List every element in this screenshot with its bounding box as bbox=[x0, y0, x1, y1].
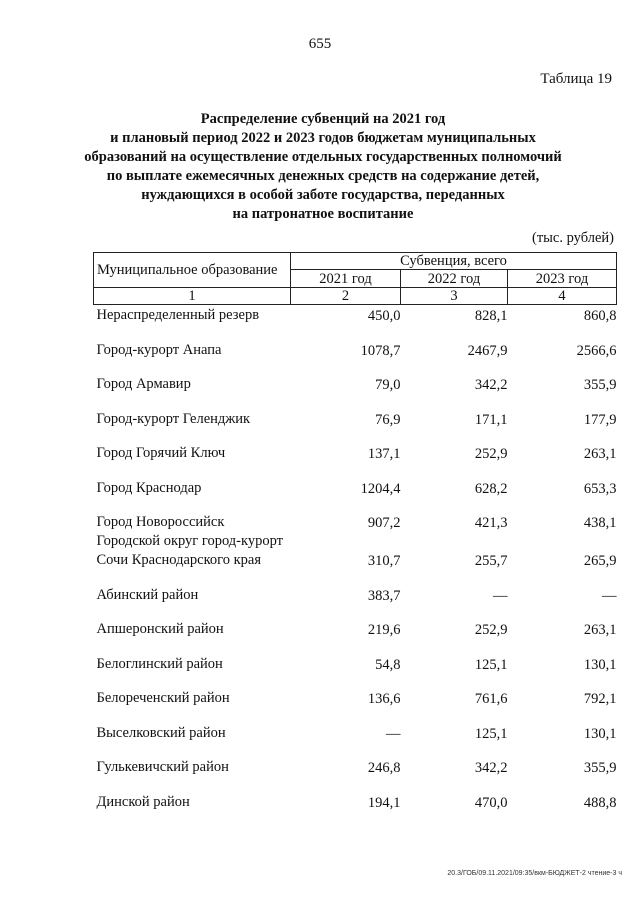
header-municipality: Муниципальное образование bbox=[94, 253, 291, 288]
table-row bbox=[94, 394, 617, 429]
municipality-name: Город-курорт Геленджик bbox=[96, 410, 251, 427]
table-body bbox=[94, 305, 617, 812]
value-2021-cell: 450,0 bbox=[367, 308, 401, 324]
table-row bbox=[94, 429, 617, 464]
municipality-cell bbox=[94, 429, 291, 464]
header-year: 2022 год bbox=[401, 270, 508, 288]
title-line: Распределение субвенций на 2021 год bbox=[200, 111, 446, 127]
municipality-cell bbox=[94, 570, 291, 605]
document-title bbox=[60, 110, 586, 224]
title-line: образований на осуществление отдельных государственных полномочий bbox=[84, 149, 562, 165]
municipality-name: Город Армавир bbox=[96, 376, 191, 392]
municipality-cell bbox=[94, 532, 291, 570]
municipality-name: Белореченский район bbox=[96, 690, 230, 706]
table-row bbox=[94, 325, 617, 360]
footer-code: 20.3/ГОБ/09.11.2021/09:35/вкм-БЮДЖЕТ-2 чтение-3 ч bbox=[447, 870, 622, 877]
value-2023-cell: 355,9 bbox=[583, 760, 617, 776]
value-2023-cell: 130,1 bbox=[583, 656, 617, 673]
value-2021-cell: 310,7 bbox=[367, 553, 401, 569]
municipality-cell bbox=[94, 498, 291, 533]
value-2022-cell: 125,1 bbox=[474, 656, 508, 673]
value-2022-cell: 342,2 bbox=[474, 760, 508, 776]
value-2022-cell: 761,6 bbox=[474, 691, 508, 707]
units-label: (тыс. рублей) bbox=[532, 230, 614, 246]
value-2023-cell: 792,1 bbox=[583, 691, 617, 707]
municipality-name: Апшеронский район bbox=[96, 621, 224, 637]
header-column-number: 4 bbox=[508, 288, 617, 305]
value-2021-cell: 383,7 bbox=[367, 587, 401, 604]
municipality-name: Выселковский район bbox=[96, 724, 226, 741]
value-2023-cell: 653,3 bbox=[583, 480, 617, 497]
municipality-cell bbox=[94, 674, 291, 709]
municipality-cell bbox=[94, 360, 291, 395]
value-2021-cell: 194,1 bbox=[367, 794, 401, 811]
value-2021-cell: 907,2 bbox=[367, 515, 401, 531]
value-2021-cell: 246,8 bbox=[367, 760, 401, 776]
title-line: по выплате ежемесячных денежных средств на содержание детей, bbox=[106, 168, 540, 184]
value-2023-cell: 488,8 bbox=[583, 794, 617, 811]
value-2021-cell: 1078,7 bbox=[360, 342, 401, 359]
value-2022-cell: 628,2 bbox=[474, 480, 508, 497]
table-row bbox=[94, 360, 617, 395]
value-2023-cell: 355,9 bbox=[583, 377, 617, 393]
table-row bbox=[94, 305, 617, 326]
header-column-number: 3 bbox=[401, 288, 508, 305]
municipality-name: Динской район bbox=[96, 793, 190, 810]
header-year: 2023 год bbox=[508, 270, 617, 288]
table-row bbox=[94, 777, 617, 812]
municipality-name: Гулькевичский район bbox=[96, 759, 229, 775]
municipality-name: Белоглинский район bbox=[96, 655, 223, 672]
table-row bbox=[94, 708, 617, 743]
table-row bbox=[94, 743, 617, 778]
value-2023-cell: 177,9 bbox=[583, 411, 617, 428]
municipality-name-line: Сочи Краснодарского края bbox=[96, 552, 262, 568]
municipality-cell bbox=[94, 325, 291, 360]
value-2022-cell: 2467,9 bbox=[467, 342, 508, 359]
value-2022-cell: 171,1 bbox=[474, 411, 508, 428]
municipality-cell bbox=[94, 605, 291, 640]
value-2022-cell: 342,2 bbox=[474, 377, 508, 393]
value-2022-cell: 421,3 bbox=[474, 515, 508, 531]
value-2022-cell: 125,1 bbox=[474, 725, 508, 742]
municipality-cell bbox=[94, 777, 291, 812]
header-year: 2021 год bbox=[291, 270, 401, 288]
municipality-cell bbox=[94, 394, 291, 429]
value-2022-cell: 252,9 bbox=[474, 446, 508, 462]
value-2022-cell: 255,7 bbox=[474, 553, 508, 569]
municipality-cell bbox=[94, 639, 291, 674]
header-subvention-total: Субвенция, всего bbox=[291, 253, 617, 270]
table-row bbox=[94, 498, 617, 533]
municipality-cell bbox=[94, 305, 291, 326]
municipality-name: Город Горячий Ключ bbox=[96, 445, 226, 461]
value-2021-cell: — bbox=[386, 725, 401, 742]
municipality-name: Город Новороссийск bbox=[96, 514, 225, 530]
value-2021-cell: 79,0 bbox=[375, 377, 401, 393]
title-line: и плановый период 2022 и 2023 годов бюджетам муниципальных bbox=[110, 130, 536, 146]
header-column-number: 2 bbox=[291, 288, 401, 305]
value-2023-cell: 263,1 bbox=[583, 446, 617, 462]
value-2023-cell: 2566,6 bbox=[576, 342, 617, 359]
table-row bbox=[94, 639, 617, 674]
table-label: Таблица 19 bbox=[540, 71, 612, 87]
table-row bbox=[94, 570, 617, 605]
value-2021-cell: 137,1 bbox=[367, 446, 401, 462]
value-2022-cell: 828,1 bbox=[474, 308, 508, 324]
value-2022-cell: 470,0 bbox=[474, 794, 508, 811]
municipality-name: Город-курорт Анапа bbox=[96, 341, 222, 358]
value-2023-cell: 263,1 bbox=[583, 622, 617, 638]
title-line: нуждающихся в особой заботе государства, переданных bbox=[141, 187, 505, 203]
header-column-number: 1 bbox=[94, 288, 291, 305]
table-row bbox=[94, 674, 617, 709]
table-row bbox=[94, 463, 617, 498]
value-2023-cell: 438,1 bbox=[583, 515, 617, 531]
municipality-cell bbox=[94, 708, 291, 743]
value-2023-cell: — bbox=[602, 587, 617, 604]
value-2021-cell: 54,8 bbox=[375, 656, 401, 673]
table-row bbox=[94, 532, 617, 570]
municipality-cell bbox=[94, 463, 291, 498]
municipality-cell bbox=[94, 743, 291, 778]
municipality-name-line: Городской округ город-курорт bbox=[96, 533, 283, 549]
value-2021-cell: 219,6 bbox=[367, 622, 401, 638]
value-2021-cell: 136,6 bbox=[367, 691, 401, 707]
value-2023-cell: 130,1 bbox=[583, 725, 617, 742]
municipality-name: Нераспределенный резерв bbox=[96, 307, 260, 323]
value-2023-cell: 265,9 bbox=[583, 553, 617, 569]
value-2021-cell: 1204,4 bbox=[360, 480, 401, 497]
municipality-name: Город Краснодар bbox=[96, 479, 202, 496]
table-row bbox=[94, 605, 617, 640]
value-2023-cell: 860,8 bbox=[583, 308, 617, 324]
subvention-table bbox=[93, 252, 617, 812]
value-2022-cell: — bbox=[493, 587, 508, 604]
title-line: на патронатное воспитание bbox=[232, 206, 414, 222]
value-2021-cell: 76,9 bbox=[375, 411, 401, 428]
value-2022-cell: 252,9 bbox=[474, 622, 508, 638]
page-number: 655 bbox=[308, 36, 332, 52]
municipality-name: Абинский район bbox=[96, 586, 199, 603]
